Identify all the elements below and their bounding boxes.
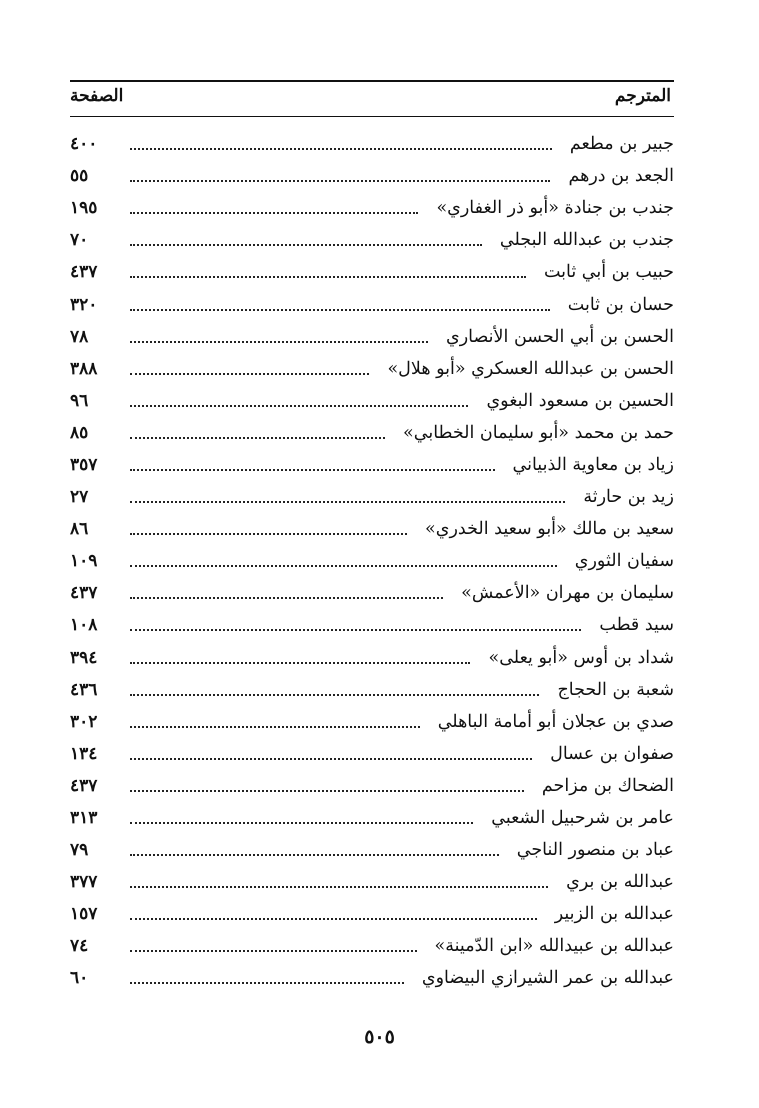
- dot-leader: [130, 341, 428, 343]
- index-list: [70, 128, 674, 995]
- entry-name: صفوان بن عسال: [550, 743, 674, 764]
- entry-page: ٧٤: [70, 936, 89, 957]
- index-row: [70, 609, 674, 641]
- entry-page: ١٣٤: [70, 743, 98, 764]
- entry-page: ٣٢٠: [70, 294, 98, 315]
- entry-page: ٨٦: [70, 519, 89, 540]
- dot-leader: [130, 212, 418, 214]
- entry-name: عبدالله بن عبيدالله «ابن الدّمينة»: [434, 936, 674, 957]
- entry-name: عباد بن منصور الناجي: [516, 840, 674, 861]
- entry-page: ٢٧: [70, 487, 89, 508]
- entry-name: شعبة بن الحجاج: [557, 679, 674, 700]
- entry-page: ٥٥: [70, 166, 89, 187]
- entry-name: سفيان الثوري: [574, 551, 674, 572]
- index-row: [70, 513, 674, 545]
- dot-leader: [130, 180, 550, 182]
- entry-page: ٤٣٦: [70, 679, 98, 700]
- entry-page: ٤٣٧: [70, 775, 98, 796]
- dot-leader: [130, 822, 473, 824]
- index-row: [70, 224, 674, 256]
- entry-name: جندب بن عبدالله البجلي: [499, 230, 674, 251]
- entry-name: سعيد بن مالك «أبو سعيد الخدري»: [425, 519, 674, 540]
- entry-name: شداد بن أوس «أبو يعلى»: [488, 647, 674, 668]
- entry-page: ١٠٩: [70, 551, 98, 572]
- dot-leader: [130, 533, 407, 535]
- dot-leader: [130, 790, 524, 792]
- dot-leader: [130, 244, 482, 246]
- index-row: [70, 962, 674, 994]
- entry-page: ٤٣٧: [70, 262, 98, 283]
- header-top-rule: [70, 80, 674, 82]
- entry-page: ٣٩٤: [70, 647, 98, 668]
- dot-leader: [130, 276, 526, 278]
- entry-name: عبدالله بن بري: [566, 872, 674, 893]
- entry-name: جبير بن مطعم: [569, 134, 674, 155]
- entry-page: ٧٠: [70, 230, 89, 251]
- index-row: [70, 577, 674, 609]
- index-row: [70, 481, 674, 513]
- dot-leader: [130, 148, 552, 150]
- entry-name: سيد قطب: [599, 615, 674, 636]
- entry-page: ٩٦: [70, 390, 89, 411]
- dot-leader: [130, 854, 499, 856]
- index-row: [70, 353, 674, 385]
- entry-page: ٣٨٨: [70, 358, 98, 379]
- entry-name: الضحاك بن مزاحم: [541, 775, 674, 796]
- entry-name: حمد بن محمد «أبو سليمان الخطابي»: [403, 422, 674, 443]
- index-row: [70, 642, 674, 674]
- index-row: [70, 160, 674, 192]
- page-number: ٥٠٥: [364, 1026, 395, 1048]
- dot-leader: [130, 982, 404, 984]
- index-row: [70, 417, 674, 449]
- index-row: [70, 738, 674, 770]
- dot-leader: [130, 469, 495, 471]
- dot-leader: [130, 309, 550, 311]
- entry-name: زيد بن حارثة: [583, 487, 674, 508]
- entry-name: الحسن بن عبدالله العسكري «أبو هلال»: [387, 358, 674, 379]
- entry-page: ٤٠٠: [70, 134, 98, 155]
- dot-leader: [130, 918, 537, 920]
- dot-leader: [130, 662, 470, 664]
- dot-leader: [130, 758, 532, 760]
- entry-page: ١٩٥: [70, 198, 98, 219]
- index-row: [70, 674, 674, 706]
- dot-leader: [130, 694, 539, 696]
- entry-name: عبدالله بن الزبير: [554, 904, 674, 925]
- index-row: [70, 192, 674, 224]
- index-row: [70, 898, 674, 930]
- entry-page: ١٥٧: [70, 904, 98, 925]
- index-row: [70, 256, 674, 288]
- entry-name: صدي بن عجلان أبو أمامة الباهلي: [437, 711, 674, 732]
- index-row: [70, 802, 674, 834]
- index-row: [70, 545, 674, 577]
- entry-name: الحسن بن أبي الحسن الأنصاري: [446, 326, 674, 347]
- index-row: [70, 128, 674, 160]
- dot-leader: [130, 726, 420, 728]
- index-row: [70, 866, 674, 898]
- entry-name: زياد بن معاوية الذبياني: [512, 454, 674, 475]
- entry-page: ٧٨: [70, 326, 89, 347]
- dot-leader: [130, 405, 468, 407]
- entry-page: ٣١٣: [70, 808, 98, 829]
- index-row: [70, 288, 674, 320]
- column-header-page: الصفحة: [70, 86, 124, 106]
- index-row: [70, 930, 674, 962]
- entry-name: الحسين بن مسعود البغوي: [486, 390, 674, 411]
- column-header-name: المترجم: [614, 86, 671, 106]
- entry-page: ٣٥٧: [70, 454, 98, 475]
- entry-name: عامر بن شرحبيل الشعبي: [491, 808, 674, 829]
- entry-name: حبيب بن أبي ثابت: [543, 262, 674, 283]
- dot-leader: [130, 886, 548, 888]
- entry-page: ١٠٨: [70, 615, 98, 636]
- entry-name: سليمان بن مهران «الأعمش»: [461, 583, 674, 604]
- entry-page: ٦٠: [70, 968, 89, 989]
- dot-leader: [130, 950, 417, 952]
- index-row: [70, 321, 674, 353]
- dot-leader: [130, 437, 385, 439]
- dot-leader: [130, 629, 581, 631]
- dot-leader: [130, 565, 557, 567]
- dot-leader: [130, 373, 369, 375]
- entry-name: الجعد بن درهم: [568, 166, 674, 187]
- entry-name: جندب بن جنادة «أبو ذر الغفاري»: [436, 198, 674, 219]
- index-row: [70, 385, 674, 417]
- dot-leader: [130, 597, 443, 599]
- index-row: [70, 706, 674, 738]
- entry-page: ٨٥: [70, 422, 89, 443]
- entry-page: ٤٣٧: [70, 583, 98, 604]
- index-row: [70, 770, 674, 802]
- entry-page: ٧٩: [70, 840, 89, 861]
- dot-leader: [130, 501, 565, 503]
- entry-name: حسان بن ثابت: [567, 294, 674, 315]
- index-row: [70, 449, 674, 481]
- entry-page: ٣٧٧: [70, 872, 98, 893]
- entry-page: ٣٠٢: [70, 711, 98, 732]
- index-row: [70, 834, 674, 866]
- header-bottom-rule: [70, 116, 674, 117]
- entry-name: عبدالله بن عمر الشيرازي البيضاوي: [421, 968, 674, 989]
